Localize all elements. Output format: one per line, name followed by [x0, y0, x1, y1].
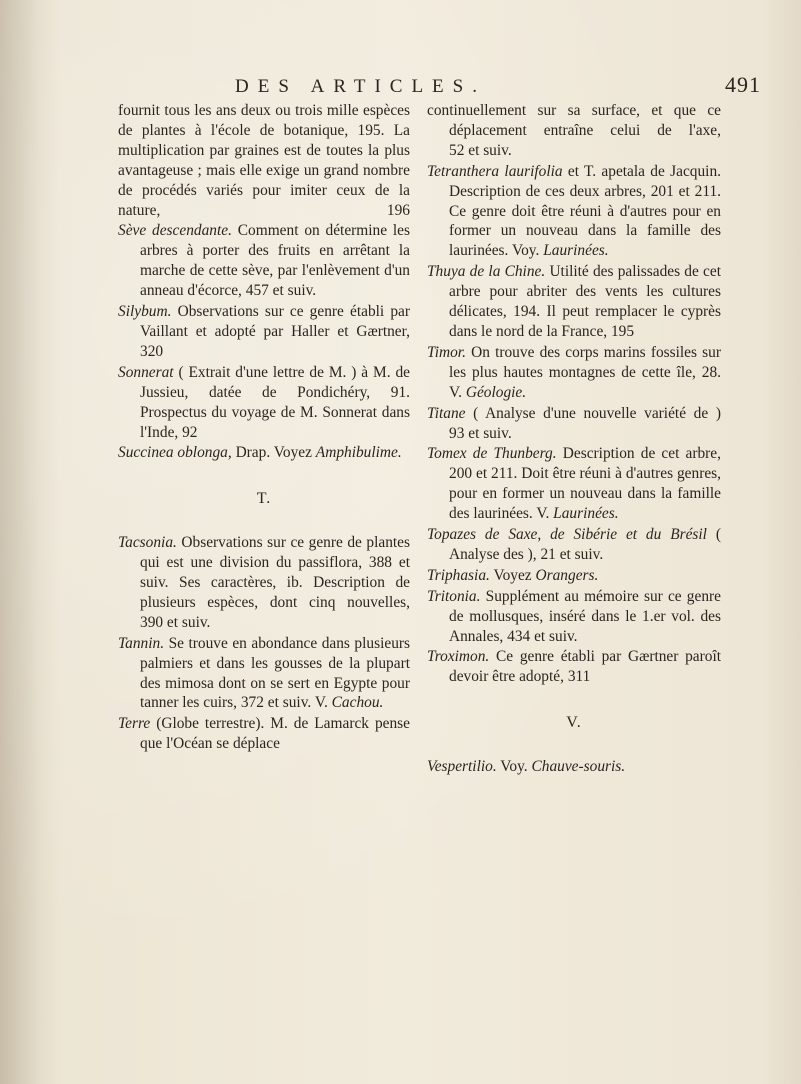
entry-term: Terre	[118, 715, 151, 733]
entry-ref: 195	[610, 322, 635, 340]
entry-text: ( Analyse d'une nouvelle variété de )	[473, 404, 721, 422]
index-entry	[427, 647, 721, 687]
entry-ref: Orangers.	[535, 566, 599, 584]
right-column	[427, 101, 721, 777]
index-entry	[118, 302, 410, 362]
entry-ref: 21 et suiv.	[540, 545, 604, 563]
entry-text: Comment on détermine les arbres à porter des fruits en arrêtant la marche de cette sève, par l'enlèvement d'un anneau d'écorce,	[140, 222, 410, 300]
entry-term: Triphasia.	[427, 566, 490, 584]
entry-term: Tannin.	[118, 634, 165, 652]
entry-text: (Globe terrestre). M. de Lamarck pense que l'Océan se déplace	[140, 715, 410, 753]
entry-term: Topazes de Saxe, de Sibérie et du Brésil	[427, 526, 707, 544]
index-entry	[427, 587, 721, 647]
page-number: 491	[725, 72, 761, 97]
entry-term: Tacsonia.	[118, 534, 177, 552]
entry-term: Timor.	[427, 343, 466, 361]
index-entry	[427, 566, 721, 586]
index-entry	[427, 343, 721, 403]
entry-text: Utilité des palissades de cet arbre pour abriter des vents les cultures délicates, 194. Il peut remplacer le cyprès dans le nord de la France,	[449, 263, 721, 340]
index-entry	[427, 444, 721, 524]
entry-term: Titane	[427, 404, 466, 422]
entry-text: Observations sur ce genre établi par Vaillant et adopté par Haller et Gærtner,	[140, 303, 410, 340]
entry-text: fournit tous les ans deux ou trois mille espèces de plantes à l'école de botanique, 195. La multiplication par graines est de toutes la plus avantageuse ; mais elle exige un grand nombre de procédés variés pour imiter ceux de la nature,	[118, 102, 410, 219]
entry-term: Succinea oblonga,	[118, 444, 232, 462]
entry-text: Supplément au mémoire sur ce genre de mollusques, inséré dans le 1.er vol. des Annales,	[449, 587, 721, 645]
index-entry	[118, 221, 410, 301]
entry-term: Tritonia.	[427, 587, 481, 605]
entry-text: On trouve des corps marins fossiles sur les plus hautes montagnes de cette île, 28. V.	[449, 343, 721, 401]
section-letter-v: V.	[566, 714, 582, 732]
entry-term: Tetranthera laurifolia	[427, 162, 563, 180]
left-column	[118, 101, 410, 754]
index-entry	[118, 443, 410, 463]
entry-text: Ce genre établi par Gærtner paroît devoir être adopté,	[449, 648, 721, 686]
index-entry	[427, 757, 721, 777]
index-entry	[118, 634, 410, 714]
entry-ref: 92	[182, 423, 198, 441]
entry-text: ( Extrait d'une lettre de M. ) à M. de Jussieu, datée de Pondichéry, 91. Prospectus du voyage de M. Sonnerat dans l'Inde,	[140, 363, 410, 441]
running-header	[235, 72, 761, 102]
entry-ref: 320	[140, 342, 164, 360]
entry-text: Drap. Voyez	[235, 444, 312, 462]
entry-ref: 311	[567, 668, 591, 686]
entry-text: ( Analyse des ),	[449, 526, 721, 563]
entry-text: et T. apetala de Jacquin. Description de ces deux arbres, 201 et 211. Ce genre doit être réuni à d'autres pour en former un nouveau dans la famille des laurinées. Voy.	[449, 162, 721, 260]
entry-ref: Géologie.	[465, 383, 527, 401]
entry-ref: 390 et suiv.	[140, 613, 211, 631]
entry-text: Description de cet arbre, 200 et 211. Doit être réuni à d'autres genres, pour en former un nouveau dans la famille des laurinées. V.	[449, 445, 721, 523]
entry-ref: 196	[386, 201, 410, 219]
entry-ref: 457 et suiv.	[245, 282, 317, 300]
entry-term: Sonnerat	[118, 363, 174, 381]
entry-ref: 93 et suiv.	[449, 424, 512, 442]
entry-text: continuellement sur sa surface, et que ce déplacement entraîne celui de l'axe,	[427, 102, 721, 139]
index-entry	[427, 404, 721, 444]
entry-ref: Amphibulime.	[315, 444, 402, 462]
index-entry	[427, 262, 721, 342]
section-letter-t: T.	[256, 490, 272, 508]
entry-ref: Chauve-souris.	[531, 758, 626, 776]
index-entry	[427, 162, 721, 262]
entry-ref: 434 et suiv.	[507, 627, 578, 645]
entry-term: Thuya de la Chine.	[427, 263, 546, 281]
entry-ref: Cachou.	[331, 694, 384, 712]
entry-ref: 52 et suiv.	[449, 141, 512, 159]
entry-term: Tomex de Thunberg.	[427, 445, 557, 463]
entry-text: Voy.	[500, 758, 528, 776]
index-entry	[427, 525, 721, 565]
header-title: DES ARTICLES.	[235, 76, 486, 97]
entry-text: Voyez	[493, 566, 532, 584]
index-entry	[118, 714, 410, 754]
entry-term: Vespertilio.	[427, 758, 497, 776]
entry-ref: Laurinées.	[543, 242, 609, 260]
index-entry	[118, 363, 410, 443]
entry-text: Observations sur ce genre de plantes qui est une division du passiflora, 388 et suiv. Ses caractères, ib. Description de plusieurs espèces, dont cinq nouvelles,	[140, 534, 410, 611]
entry-term: Troximon.	[427, 648, 490, 666]
index-entry	[118, 101, 410, 220]
index-entry	[427, 101, 721, 161]
entry-term: Silybum.	[118, 303, 172, 321]
index-entry	[118, 533, 410, 633]
entry-text: Se trouve en abondance dans plusieurs palmiers et dans les gousses de la plupart des mimosa dont on se sert en Egypte pour tanner les cuirs, 372 et suiv. V.	[140, 634, 410, 712]
entry-ref: Laurinées.	[553, 505, 619, 523]
entry-term: Sève descendante.	[118, 222, 232, 240]
